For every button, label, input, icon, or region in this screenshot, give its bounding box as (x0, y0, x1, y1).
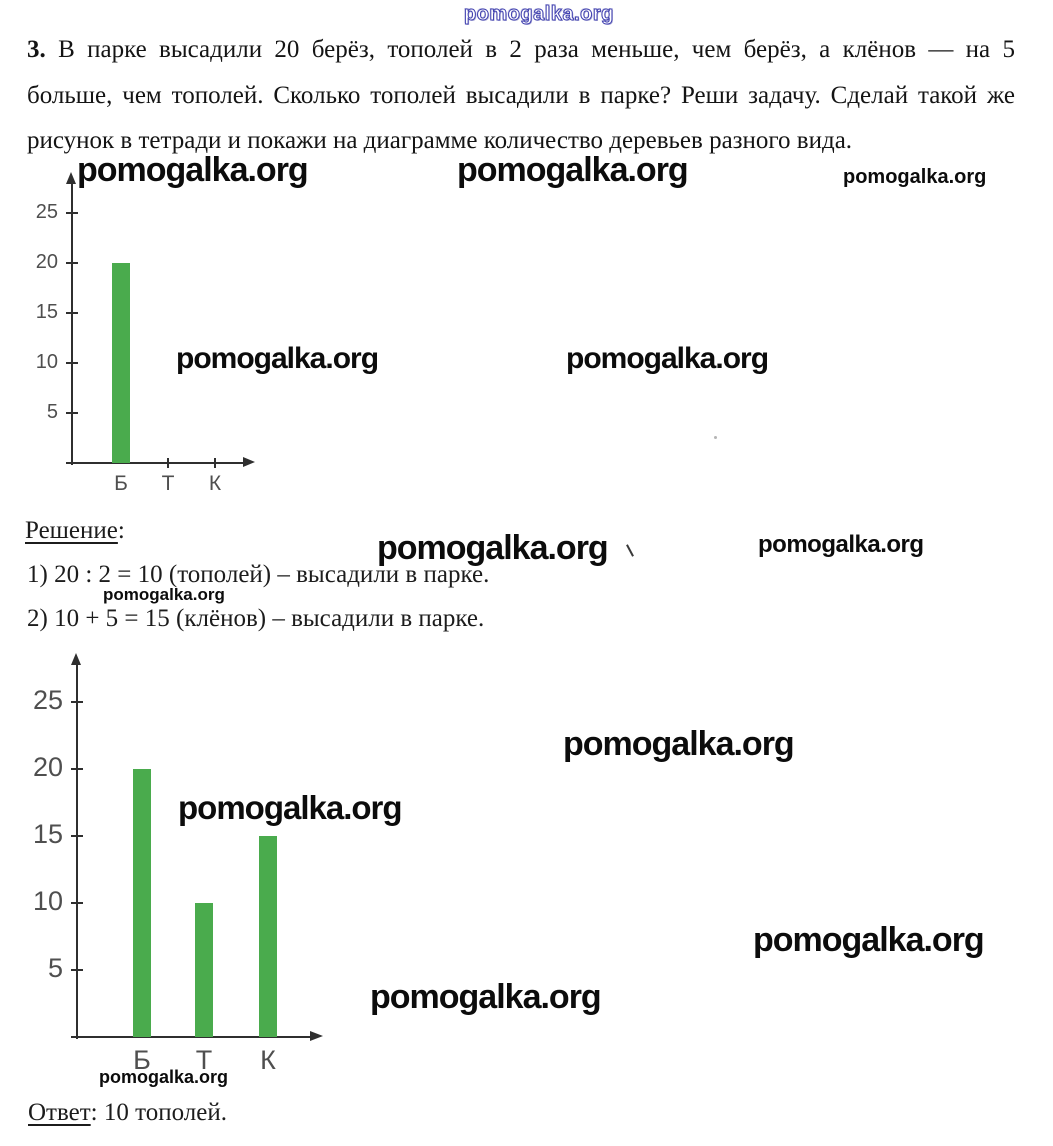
x-tick (214, 458, 216, 468)
watermark: pomogalka.org (99, 1067, 229, 1087)
answer-text: : 10 тополей. (90, 1099, 227, 1126)
watermark: pomogalka.org (370, 978, 601, 1016)
watermark: pomogalka.org (563, 725, 794, 763)
y-tick-label: 20 (32, 752, 63, 783)
watermark: pomogalka.org (176, 342, 379, 375)
watermark: pomogalka.org (377, 529, 608, 567)
y-tick (71, 969, 83, 971)
watermark: pomogalka.org (103, 585, 225, 604)
answer-label: Ответ (28, 1099, 91, 1126)
y-tick (66, 362, 78, 364)
category-label-maple: К (208, 472, 222, 495)
y-axis-arrow-icon (71, 653, 81, 665)
y-axis-line (71, 180, 73, 465)
y-tick (66, 412, 78, 414)
bar-birch (112, 263, 130, 463)
x-axis-arrow-icon (310, 1031, 323, 1041)
y-tick-label: 10 (32, 886, 63, 917)
bar-maple (259, 836, 277, 1037)
y-tick-label: 10 (35, 351, 58, 374)
y-tick (71, 768, 83, 770)
x-tick (167, 458, 169, 468)
problem-text-1: В парке высадили 20 берёз, тополей в 2 раза меньше, чем берёз, а клёнов — на 5 (58, 36, 1015, 63)
watermark-top: pomogalka.org (464, 3, 614, 25)
problem-line-2: больше, чем тополей. Сколько тополей высадили в парке? Реши задачу. Сделай такой же (27, 82, 1015, 109)
scan-artifact-dot (714, 436, 717, 439)
y-tick-label: 15 (35, 301, 58, 324)
category-label-maple: К (260, 1045, 276, 1075)
watermark: pomogalka.org (758, 531, 924, 558)
y-tick-label: 5 (46, 401, 58, 424)
y-tick (66, 262, 78, 264)
y-tick-label: 5 (47, 953, 63, 984)
y-tick (71, 701, 83, 703)
y-tick-label: 15 (32, 819, 63, 850)
problem-number: 3. (27, 36, 46, 63)
category-label-poplar: Т (195, 1045, 213, 1075)
watermark: pomogalka.org (753, 921, 984, 959)
category-label-poplar: Т (161, 472, 175, 495)
bar-birch (133, 769, 151, 1037)
solution-step-1: 1) 20 : 2 = 10 (тополей) – высадили в парке. (27, 561, 490, 588)
y-tick (66, 212, 78, 214)
y-tick (66, 312, 78, 314)
category-label-birch: Б (114, 472, 128, 495)
x-axis-line (71, 1036, 310, 1038)
y-tick-label: 20 (35, 251, 58, 274)
watermark: pomogalka.org (77, 151, 308, 189)
solution-heading-word: Решение (25, 517, 118, 544)
bar-poplar (195, 903, 213, 1037)
watermark: pomogalka.org (178, 789, 402, 826)
scan-artifact-mark (626, 544, 634, 556)
watermark: pomogalka.org (457, 151, 688, 189)
category-label-birch: Б (133, 1045, 151, 1075)
problem-line-1 (27, 34, 1015, 66)
y-tick (71, 835, 83, 837)
y-axis-line (76, 661, 78, 1039)
y-tick-label: 25 (35, 201, 58, 224)
watermark: pomogalka.org (566, 342, 769, 375)
solution-heading (25, 517, 125, 545)
answer-line (28, 1099, 227, 1127)
y-axis-arrow-icon (66, 172, 76, 184)
problem-line-3: рисунок в тетради и покажи на диаграмме количество деревьев разного вида. (27, 127, 853, 154)
y-tick (71, 902, 83, 904)
x-axis-line (66, 462, 243, 464)
solution-heading-colon: : (117, 517, 125, 544)
solution-step-2: 2) 10 + 5 = 15 (клёнов) – высадили в парке. (27, 605, 485, 632)
y-tick-label: 25 (32, 685, 63, 716)
watermark: pomogalka.org (843, 166, 987, 188)
x-axis-arrow-icon (243, 457, 255, 467)
